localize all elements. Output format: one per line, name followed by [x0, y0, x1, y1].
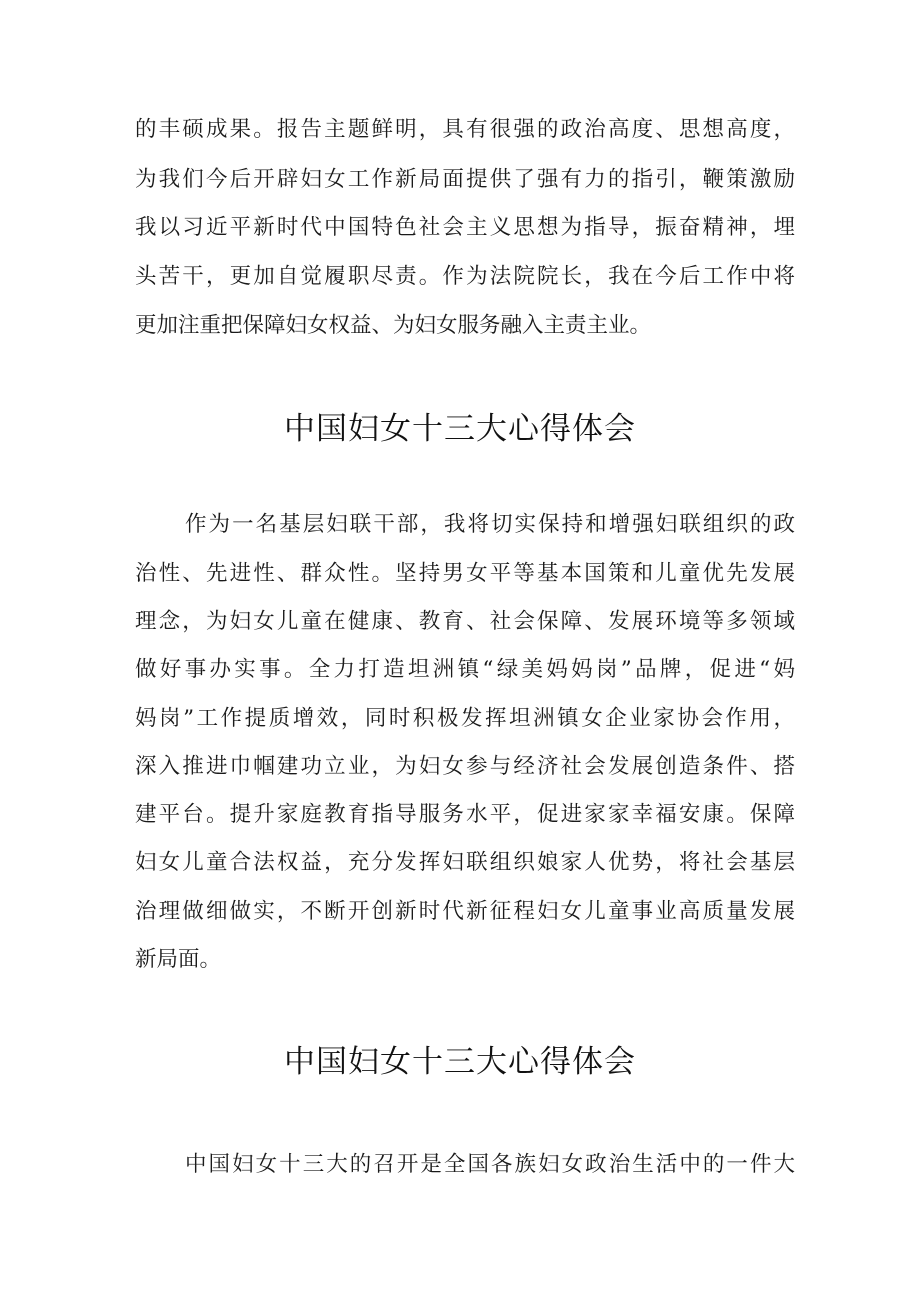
paragraph-line: 妈岗”工作提质增效，同时积极发挥坦洲镇女企业家协会作用， — [135, 706, 795, 731]
paragraph-line: 治理做细做实，不断开创新时代新征程妇女儿童事业高质量发展 — [135, 899, 795, 924]
paragraph-line: 做好事办实事。全力打造坦洲镇“绿美妈妈岗”品牌，促进“妈 — [135, 657, 795, 682]
paragraph-line: 的丰硕成果。报告主题鲜明，具有很强的政治高度、思想高度， — [135, 117, 795, 142]
paragraph-line: 深入推进巾帼建功立业，为妇女参与经济社会发展创造条件、搭 — [135, 754, 795, 779]
paragraph-line: 为我们今后开辟妇女工作新局面提供了强有力的指引，鞭策激励 — [135, 167, 795, 192]
paragraph-line: 妇女儿童合法权益，充分发挥妇联组织娘家人优势，将社会基层 — [135, 850, 795, 875]
paragraph-line: 理念，为妇女儿童在健康、教育、社会保障、发展环境等多领域 — [135, 609, 795, 634]
paragraph-line: 我以习近平新时代中国特色社会主义思想为指导，振奋精神，埋 — [135, 215, 795, 240]
paragraph-line: 治性、先进性、群众性。坚持男女平等基本国策和儿童优先发展 — [135, 561, 795, 586]
section-3-heading: 中国妇女十三大心得体会 — [284, 1044, 636, 1080]
paragraph-line: 中国妇女十三大的召开是全国各族妇女政治生活中的一件大 — [185, 1152, 795, 1177]
paragraph-line: 头苦干，更加自觉履职尽责。作为法院院长，我在今后工作中将 — [135, 264, 795, 289]
paragraph-line: 作为一名基层妇联干部，我将切实保持和增强妇联组织的政 — [185, 512, 795, 537]
section-2-heading: 中国妇女十三大心得体会 — [284, 411, 636, 447]
paragraph-line: 建平台。提升家庭教育指导服务水平，促进家家幸福安康。保障 — [135, 802, 795, 827]
paragraph-line: 新局面。 — [135, 947, 222, 972]
paragraph-line: 更加注重把保障妇女权益、为妇女服务融入主责主业。 — [135, 313, 652, 338]
